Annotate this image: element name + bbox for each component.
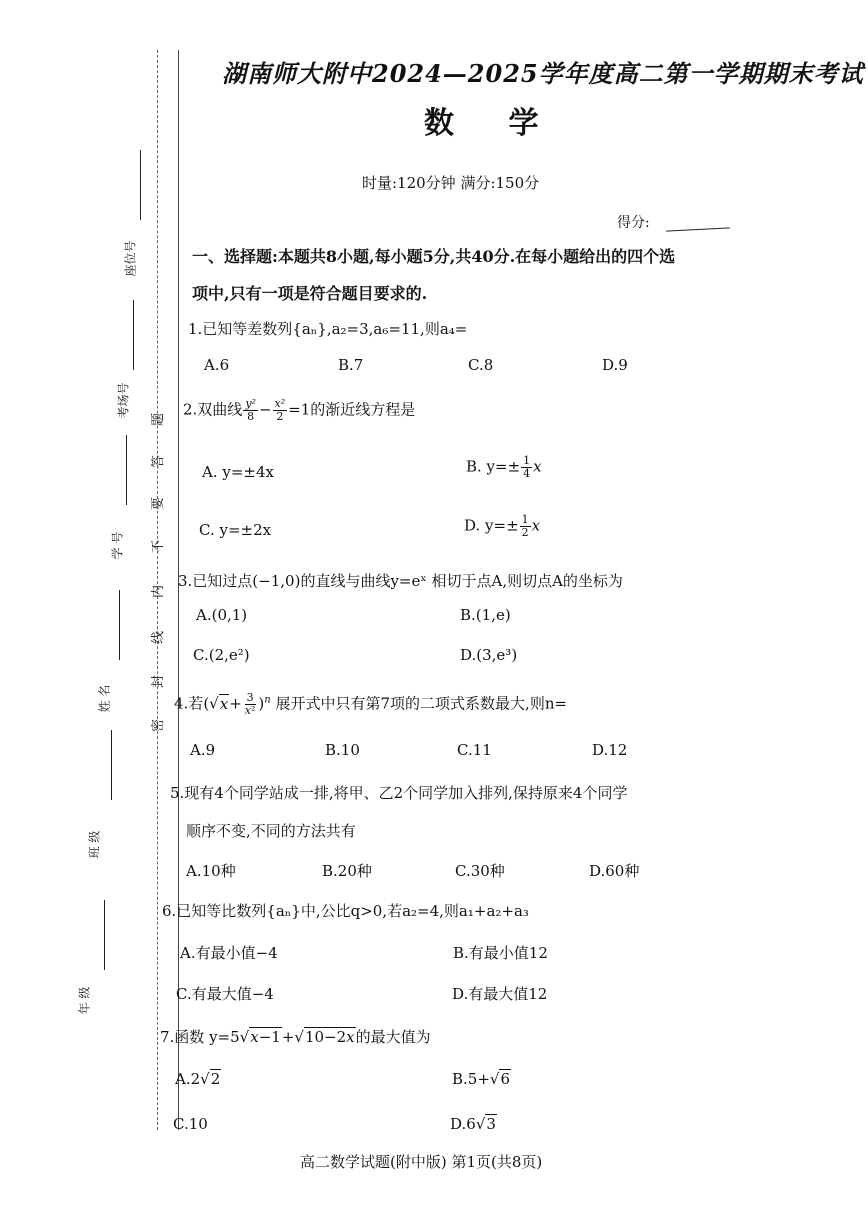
- q4-option-b: B.10: [325, 741, 360, 759]
- q7-option-c: C.10: [173, 1115, 208, 1133]
- q2-stem: 2.双曲线 $\frac{\text{y²}}{8}$ − $\frac{\text{x²}}{2}$ =1的渐近线方程是: [183, 397, 416, 423]
- q6-option-a: A.有最小值−4: [180, 944, 278, 962]
- q1-option-d: D.9: [602, 356, 628, 374]
- q5-option-a: A.10种: [186, 862, 236, 880]
- q4-fraction: $\frac{3}{\text{x²}}$: [244, 691, 256, 717]
- q7-option-a-text: A.2: [175, 1070, 201, 1088]
- q2-option-d-fraction: $\frac{1}{2}$: [521, 513, 529, 539]
- q6-option-b: B.有最小值12: [453, 944, 548, 962]
- q6-option-c: C.有最大值−4: [176, 985, 274, 1003]
- q6-option-d: D.有最大值12: [452, 985, 548, 1003]
- room-label: 考场号: [116, 382, 131, 419]
- q2-option-b-fraction: $\frac{1}{4}$: [523, 454, 531, 480]
- seat-label: 座位号: [123, 240, 138, 277]
- seal-char-7: 封: [151, 674, 167, 689]
- q7-option-d-text: D.6: [450, 1115, 476, 1133]
- q6-stem: 6.已知等比数列{aₙ}中,公比q>0,若a₂=4,则a₁+a₂+a₃: [162, 902, 529, 920]
- q4-option-d: D.12: [592, 741, 628, 759]
- page-footer: 高二数学试题(附中版) 第1页(共8页): [300, 1153, 543, 1171]
- q4-stem-suffix: 展开式中只有第7项的二项式系数最大,则n=: [270, 694, 568, 713]
- q7-option-d: D.6√3: [450, 1115, 496, 1133]
- score-label: 得分:: [617, 215, 650, 231]
- score-blank: [666, 227, 730, 231]
- q3-option-d: D.(3,e³): [460, 646, 518, 664]
- seal-char-1: 题: [151, 412, 167, 427]
- seal-char-8: 密: [151, 718, 167, 733]
- subject-title: 数 学: [424, 106, 561, 141]
- q7-option-a: A.2√2: [175, 1070, 221, 1088]
- student-no-label: 学 号: [110, 531, 125, 560]
- q2-option-d-text: D. y=±: [464, 516, 519, 535]
- seat-blank: [140, 150, 141, 220]
- grade-blank: [104, 900, 105, 970]
- q3-option-a: A.(0,1): [196, 606, 248, 624]
- name-blank: [119, 590, 120, 660]
- q4-stem-prefix: 4.若: [174, 694, 204, 713]
- q4-option-a: A.9: [190, 741, 216, 759]
- q2-option-c: C. y=±2x: [199, 521, 272, 539]
- q7-stem-mid: +: [281, 1028, 295, 1046]
- q2-fraction-x: $\frac{\text{x²}}{2}$: [274, 397, 286, 423]
- class-blank: [111, 730, 112, 800]
- q4-stem: 4.若(√x+ $\frac{3}{\text{x²}}$ )$^n$ 展开式中只有第7项的二项式系数最大,则n=: [174, 691, 568, 717]
- class-label: 班 级: [87, 830, 102, 859]
- room-blank: [133, 300, 134, 370]
- section-heading-line1: 一、选择题:本题共8小题,每小题5分,共40分.在每小题给出的四个选: [192, 247, 676, 266]
- student-no-blank: [126, 435, 127, 505]
- q5-stem-line1: 5.现有4个同学站成一排,将甲、乙2个同学加入排列,保持原来4个同学: [170, 784, 628, 802]
- seal-char-5: 内: [151, 584, 167, 599]
- q2-option-a: A. y=±4x: [202, 463, 274, 481]
- q4-option-c: C.11: [457, 741, 492, 759]
- q5-option-b: B.20种: [322, 862, 372, 880]
- q2-stem-prefix: 2.双曲线: [183, 400, 243, 419]
- q5-stem-line2: 顺序不变,不同的方法共有: [186, 822, 356, 840]
- name-label: 姓 名: [97, 684, 112, 713]
- q7-stem-prefix: 7.函数 y=5: [160, 1028, 240, 1046]
- q1-option-b: B.7: [338, 356, 364, 374]
- q3-option-c: C.(2,e²): [193, 646, 250, 664]
- section-heading-line2: 项中,只有一项是符合题目要求的.: [192, 284, 428, 303]
- q2-option-b-text: B. y=±: [466, 457, 521, 476]
- q7-stem-suffix: 的最大值为: [355, 1028, 431, 1046]
- q5-option-c: C.30种: [455, 862, 505, 880]
- q3-stem: 3.已知过点(−1,0)的直线与曲线y=eˣ 相切于点A,则切点A的坐标为: [178, 572, 623, 590]
- seal-char-4: 不: [151, 539, 167, 554]
- time-info: 时量:120分钟 满分:150分: [362, 174, 540, 192]
- q2-option-b: B. y=± $\frac{1}{4}$ x: [466, 454, 542, 480]
- q7-option-b: B.5+√6: [452, 1070, 511, 1088]
- seal-char-6: 线: [151, 630, 167, 645]
- q3-option-b: B.(1,e): [460, 606, 511, 624]
- seal-char-3: 要: [151, 496, 167, 511]
- grade-label: 年 级: [77, 986, 92, 1015]
- q1-stem: 1.已知等差数列{aₙ},a₂=3,a₆=11,则a₄=: [188, 320, 468, 338]
- q2-option-d: D. y=± $\frac{1}{2}$ x: [464, 513, 541, 539]
- q2-stem-suffix: =1的渐近线方程是: [288, 400, 416, 419]
- q7-option-b-text: B.5+: [452, 1070, 490, 1088]
- q1-option-a: A.6: [204, 356, 230, 374]
- seal-char-2: 答: [151, 454, 167, 469]
- q7-stem: 7.函数 y=5√x−1+√10−2x的最大值为: [160, 1028, 431, 1046]
- q5-option-d: D.60种: [589, 862, 640, 880]
- exam-title: 湖南师大附中2024—2025学年度高二第一学期期末考试: [222, 59, 864, 88]
- q2-fraction-y: $\frac{\text{y²}}{8}$: [245, 397, 256, 423]
- q1-option-c: C.8: [468, 356, 494, 374]
